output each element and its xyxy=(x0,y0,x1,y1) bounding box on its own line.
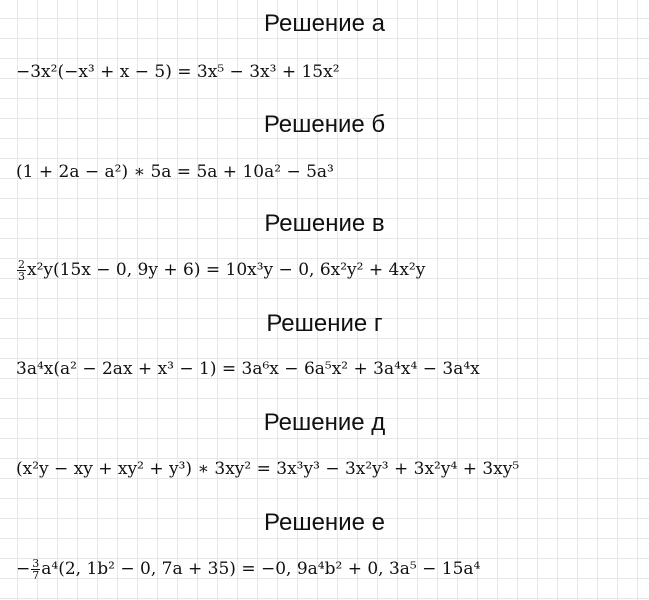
solution-a-heading: Решение а xyxy=(264,10,385,37)
solution-a-formula: −3x²(−x³ + x − 5) = 3x⁵ − 3x³ + 15x² xyxy=(16,62,340,82)
solution-b-heading: Решение б xyxy=(263,111,386,138)
solution-e-heading: Решение е xyxy=(264,509,385,536)
solution-v-expression: x²y(15x − 0, 9y + 6) = 10x³y − 0, 6x²y² + 4x²y xyxy=(27,260,426,280)
solution-d-formula: (x²y − xy + xy² + y³) ∗ 3xy² = 3x³y³ − 3x²y³ + 3x²y⁴ + 3xy⁵ xyxy=(16,459,520,479)
solution-e-formula xyxy=(16,557,480,581)
fraction xyxy=(17,259,26,282)
solution-v-heading: Решение в xyxy=(264,210,385,237)
solution-e-expression: a⁴(2, 1b² − 0, 7a + 35) = −0, 9a⁴b² + 0, 3a⁵ − 15a⁴ xyxy=(41,559,481,579)
solution-d-heading: Решение д xyxy=(263,409,386,436)
fraction-numerator: 3 xyxy=(32,557,40,570)
fraction-numerator: 2 xyxy=(18,258,25,271)
solution-g-formula: 3a⁴x(a² − 2ax + x³ − 1) = 3a⁶x − 6a⁵x² + 3a⁴x⁴ − 3a⁴x xyxy=(16,359,480,379)
fraction-denominator: 3 xyxy=(18,270,25,283)
fraction-denominator: 7 xyxy=(32,569,40,582)
solution-b-formula: (1 + 2a − a²) ∗ 5a = 5a + 10a² − 5a³ xyxy=(16,162,334,182)
solution-g-heading: Решение г xyxy=(266,310,383,337)
solution-v-formula xyxy=(16,258,425,282)
minus-sign: − xyxy=(16,559,31,579)
fraction xyxy=(31,558,40,581)
